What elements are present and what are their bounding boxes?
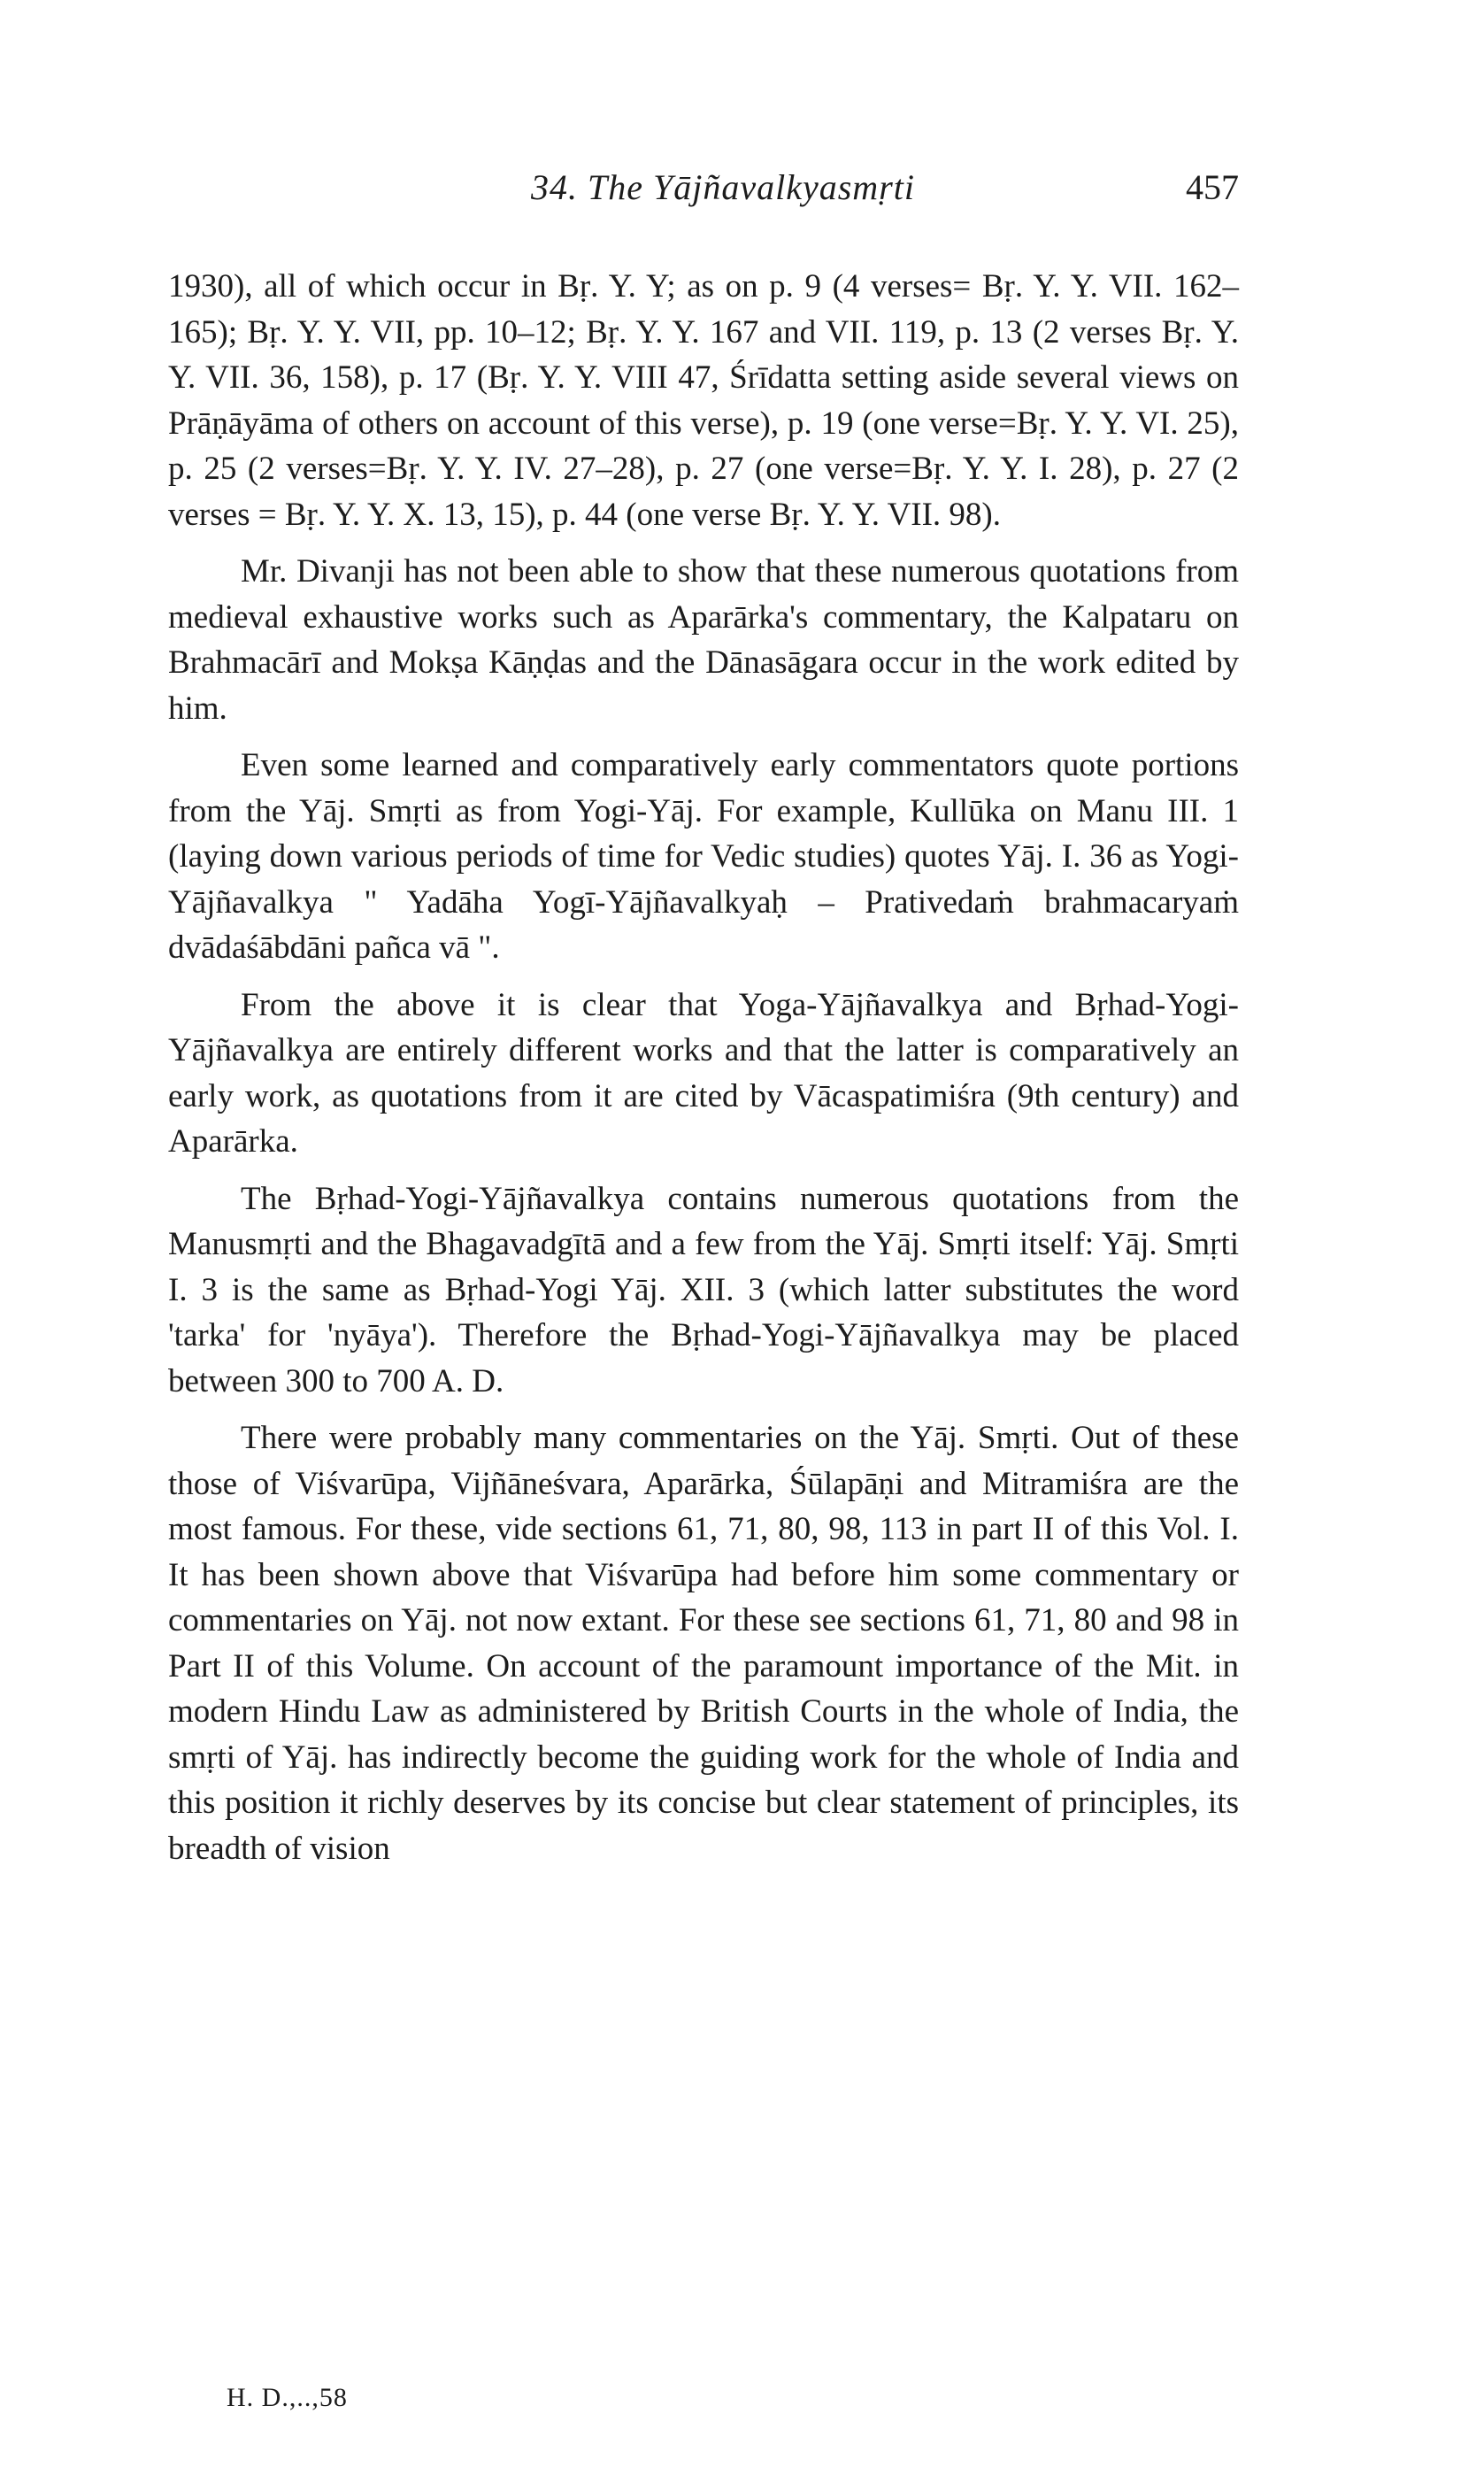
paragraph-yoga-yajnavalkya: From the above it is clear that Yoga-Yājñavalkya and Bṛhad-Yogi-Yājñavalkya are entirely different works and that the latter is comparatively an early work, as quotations from it are cited by Vācaspatimiśra (9th century) and Aparārka.: [168, 986, 1239, 1160]
running-header: [168, 166, 1239, 220]
body-text: [168, 264, 1239, 1871]
signature-mark: H. D.,..,58: [227, 2383, 348, 2412]
page-number: 457: [1186, 167, 1239, 207]
paragraph-commentators: Even some learned and comparatively early commentators quote portions from the Yāj. Smṛti as from Yogi-Yāj. For example, Kullūka on Manu III. 1 (laying down various periods of time for Vedic studies) quotes Yāj. I. 36 as Yogi-Yājñavalkya " Yadāha Yogī-Yājñavalkyaḥ – Prativedaṁ brahmacaryaṁ dvādaśābdāni pañca vā ".: [168, 747, 1239, 966]
paragraph-commentaries: There were probably many commentaries on the Yāj. Smṛti. Out of these those of Viśvarūpa, Vijñāneśvara, Aparārka, Śūlapāṇi and Mitramiśra are the most famous. For these, vide sections 61, 71, 80, 98, 113 in part II of this Vol. I. It has been shown above that Viśvarūpa had before him some commentary or commentaries on Yāj. not now extant. For these see sections 61, 71, 80 and 98 in Part II of this Volume. On account of the paramount importance of the Mit. in modern Hindu Law as administered by British Courts in the whole of India, the smṛti of Yāj. has indirectly become the guiding work for the whole of India and this position it richly deserves by its concise but clear statement of principles, its breadth of vision: [168, 1420, 1239, 1867]
chapter-title: 34. The Yājñavalkyasmṛti: [531, 167, 915, 207]
paragraph-divanji: Mr. Divanji has not been able to show that these numerous quotations from medieval exhaustive works such as Aparārka's commentary, the Kalpataru on Brahmacārī and Mokṣa Kāṇḍas and the Dānasāgara occur in the work edited by him.: [168, 553, 1239, 727]
paragraph-continuation: 1930), all of which occur in Bṛ. Y. Y; as on p. 9 (4 verses= Bṛ. Y. Y. VII. 162–165); Bṛ. Y. Y. VII, pp. 10–12; Bṛ. Y. Y. 167 and VII. 119, p. 13 (2 verses Bṛ. Y. Y. VII. 36, 158), p. 17 (Bṛ. Y. Y. VIII 47, Śrīdatta setting aside several views on Prāṇāyāma of others on account of this verse), p. 19 (one verse=Bṛ. Y. Y. VI. 25), p. 25 (2 verses=Bṛ. Y. Y. IV. 27–28), p. 27 (one verse=Bṛ. Y. Y. I. 28), p. 27 (2 verses = Bṛ. Y. Y. X. 13, 15), p. 44 (one verse Bṛ. Y. Y. VII. 98).: [168, 268, 1239, 533]
paragraph-brhad-yogi: The Bṛhad-Yogi-Yājñavalkya contains numerous quotations from the Manusmṛti and the Bhagavadgītā and a few from the Yāj. Smṛti itself: Yāj. Smṛti I. 3 is the same as Bṛhad-Yogi Yāj. XII. 3 (which latter substitutes the word 'tarka' for 'nyāya'). Therefore the Bṛhad-Yogi-Yājñavalkya may be placed between 300 to 700 A. D.: [168, 1180, 1239, 1399]
